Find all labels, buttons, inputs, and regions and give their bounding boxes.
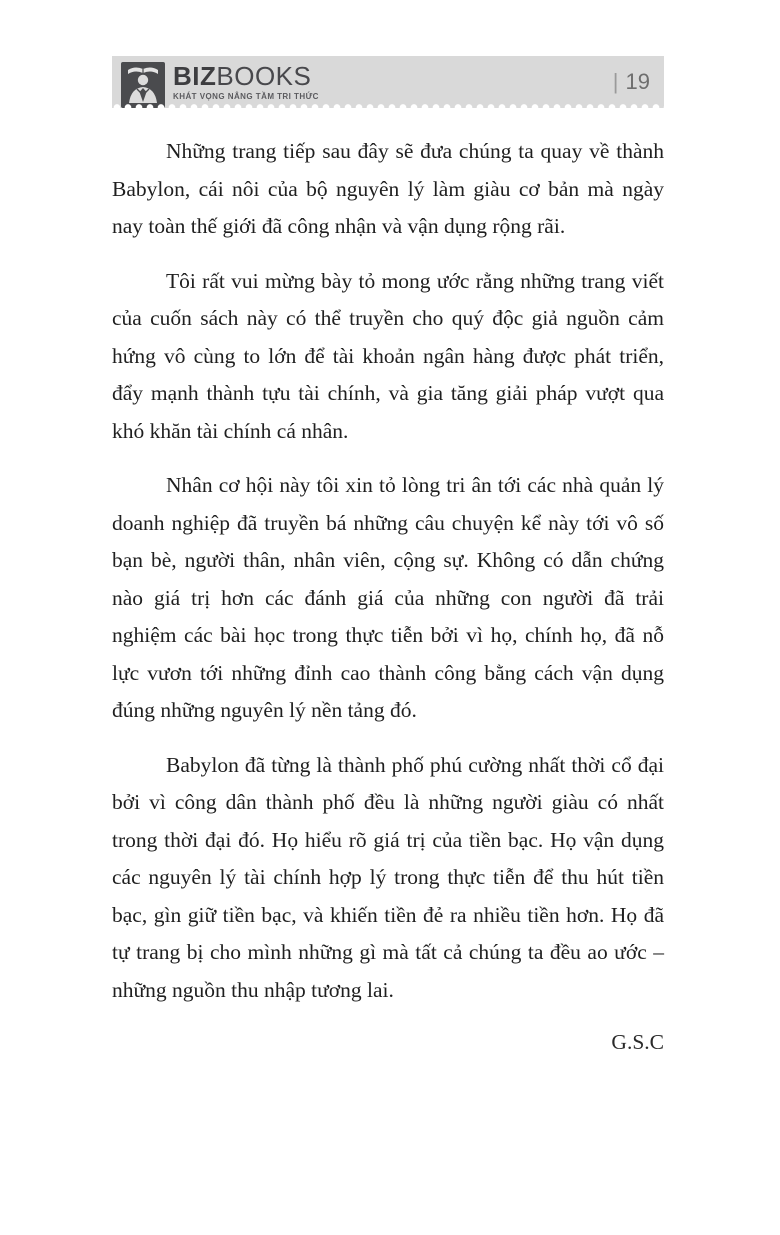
bizbooks-logo bbox=[121, 62, 165, 108]
paragraph-3: Nhân cơ hội này tôi xin tỏ lòng tri ân tới các nhà quản lý doanh nghiệp đã truyền bá những câu chuyện kể này tới vô số bạn bè, người thân, nhân viên, cộng sự. Không có dẫn chứng nào giá trị hơn các đánh giá của những con người đã trải nghiệm các bài học trong thực tiễn bởi vì họ, chính họ, đã nỗ lực vươn tới những đỉnh cao thành công bằng cách vận dụng đúng những nguyên lý nền tảng đó. bbox=[112, 473, 664, 722]
page-number-value: 19 bbox=[625, 69, 650, 94]
brand-name-bold: BIZ bbox=[173, 61, 217, 91]
book-page bbox=[112, 0, 664, 1062]
paragraph-4: Babylon đã từng là thành phố phú cường nhất thời cổ đại bởi vì công dân thành phố đều là những người giàu có nhất trong thời đại đó. Họ hiểu rõ giá trị của tiền bạc. Họ vận dụng các nguyên lý tài chính hợp lý trong thực tiễn để thu hút tiền bạc, gìn giữ tiền bạc, và khiến tiền đẻ ra nhiều tiền hơn. Họ đã tự trang bị cho mình những gì mà tất cả chúng ta đều ao ước – những nguồn thu nhập tương lai. bbox=[112, 752, 664, 1002]
paragraph-1: Những trang tiếp sau đây sẽ đưa chúng ta quay về thành Babylon, cái nôi của bộ nguyên lý làm giàu cơ bản mà ngày nay toàn thế giới đã công nhận và vận dụng rộng rãi. bbox=[112, 139, 664, 238]
author-signature: G.S.C bbox=[611, 1030, 664, 1054]
brand-name-light: BOOKS bbox=[216, 61, 312, 91]
page-header bbox=[112, 56, 664, 108]
logo-text-block bbox=[173, 63, 319, 101]
brand-name bbox=[173, 63, 319, 89]
reader-with-book-icon bbox=[125, 63, 161, 108]
paragraph-2: Tôi rất vui mừng bày tỏ mong ước rằng những trang viết của cuốn sách này có thể truyền cho quý độc giả nguồn cảm hứng vô cùng to lớn để tài khoản ngân hàng được phát triển, đẩy mạnh thành tựu tài chính, và gia tăng giải pháp vượt qua khó khăn tài chính cá nhân. bbox=[112, 268, 664, 443]
perforated-edge bbox=[112, 104, 664, 111]
page-number bbox=[613, 69, 650, 95]
page-number-separator: | bbox=[612, 69, 619, 94]
body-text bbox=[112, 133, 664, 1062]
brand-tagline: KHÁT VỌNG NÂNG TẦM TRI THỨC bbox=[173, 92, 319, 101]
